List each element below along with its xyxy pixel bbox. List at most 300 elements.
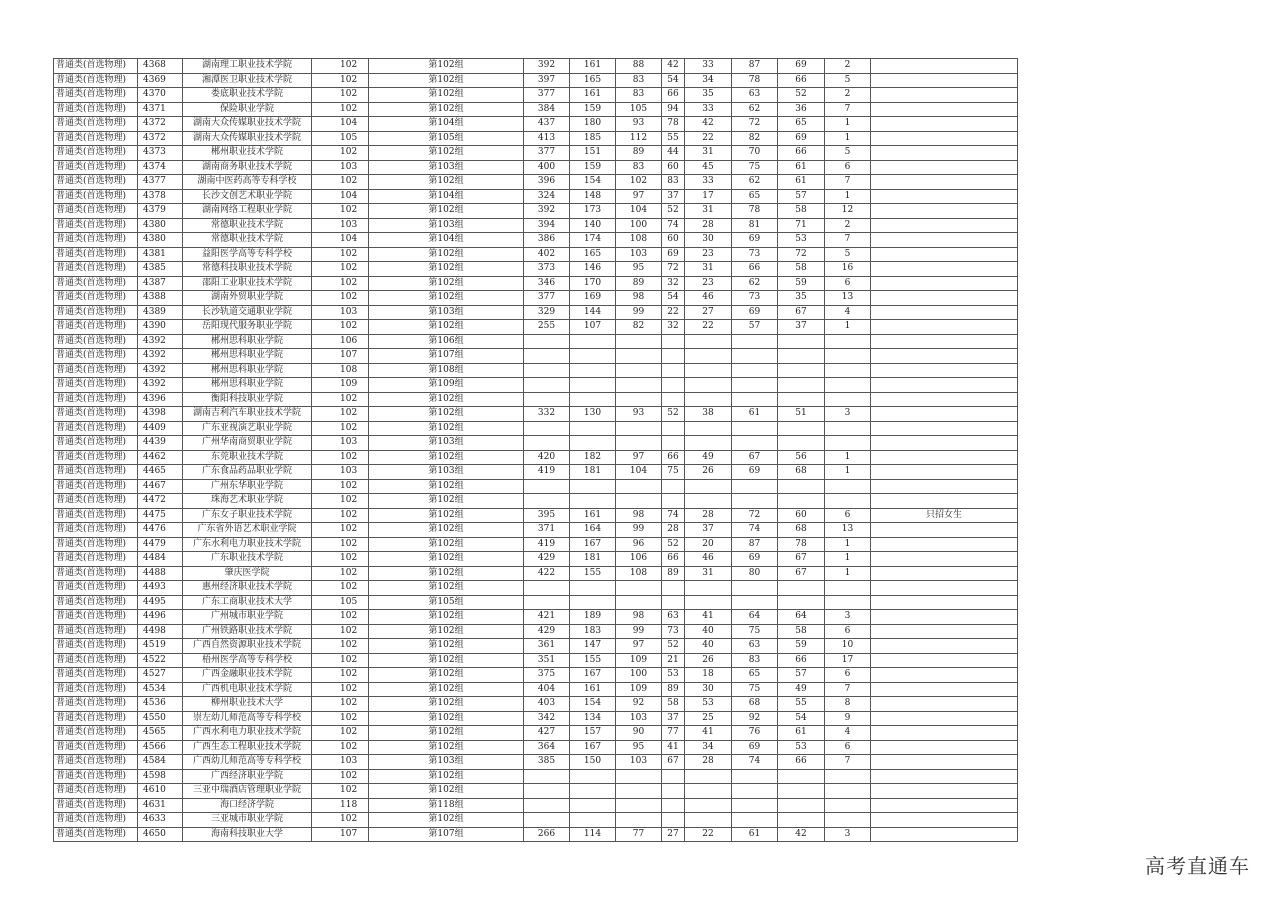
group-code-cell: 102 <box>312 479 369 494</box>
score-a-cell: 154 <box>570 697 616 712</box>
group-code-cell: 108 <box>312 363 369 378</box>
category-cell: 普通类(首选物理) <box>54 175 138 190</box>
group-name-cell: 第102组 <box>369 813 524 828</box>
score-a-cell <box>570 494 616 509</box>
table-row <box>54 131 1018 146</box>
group-name-cell: 第102组 <box>369 102 524 117</box>
score-d-cell <box>685 581 732 596</box>
total-score-cell: 429 <box>524 624 570 639</box>
score-c-cell: 66 <box>662 450 685 465</box>
score-c-cell: 21 <box>662 653 685 668</box>
score-d-cell <box>685 494 732 509</box>
remark-cell <box>871 131 1018 146</box>
table-row <box>54 726 1018 741</box>
score-a-cell <box>570 581 616 596</box>
group-name-cell: 第102组 <box>369 711 524 726</box>
score-a-cell <box>570 813 616 828</box>
score-d-cell: 31 <box>685 146 732 161</box>
score-c-cell <box>662 421 685 436</box>
score-f-cell: 67 <box>778 566 825 581</box>
count-cell: 6 <box>825 624 871 639</box>
score-c-cell: 94 <box>662 102 685 117</box>
category-cell: 普通类(首选物理) <box>54 146 138 161</box>
score-b-cell <box>616 581 662 596</box>
score-f-cell <box>778 784 825 799</box>
score-c-cell: 41 <box>662 740 685 755</box>
school-name-cell: 广西金融职业技术学院 <box>183 668 312 683</box>
count-cell: 9 <box>825 711 871 726</box>
category-cell: 普通类(首选物理) <box>54 450 138 465</box>
remark-cell <box>871 305 1018 320</box>
school-code-cell: 4380 <box>138 218 183 233</box>
school-name-cell: 郴州职业技术学院 <box>183 146 312 161</box>
score-a-cell: 107 <box>570 320 616 335</box>
group-code-cell: 109 <box>312 378 369 393</box>
score-e-cell: 72 <box>732 508 778 523</box>
score-f-cell: 36 <box>778 102 825 117</box>
count-cell: 7 <box>825 233 871 248</box>
remark-cell <box>871 726 1018 741</box>
score-c-cell <box>662 581 685 596</box>
remark-cell <box>871 697 1018 712</box>
school-name-cell: 湖南商务职业技术学院 <box>183 160 312 175</box>
score-e-cell: 62 <box>732 175 778 190</box>
group-code-cell: 106 <box>312 334 369 349</box>
score-b-cell <box>616 769 662 784</box>
score-f-cell: 66 <box>778 755 825 770</box>
school-name-cell: 长沙文创艺术职业学院 <box>183 189 312 204</box>
count-cell: 4 <box>825 726 871 741</box>
count-cell <box>825 494 871 509</box>
category-cell: 普通类(首选物理) <box>54 204 138 219</box>
table-row <box>54 160 1018 175</box>
group-code-cell: 102 <box>312 407 369 422</box>
group-name-cell: 第102组 <box>369 624 524 639</box>
school-code-cell: 4378 <box>138 189 183 204</box>
group-name-cell: 第102组 <box>369 247 524 262</box>
score-b-cell: 99 <box>616 624 662 639</box>
school-name-cell: 广东工商职业技术大学 <box>183 595 312 610</box>
score-a-cell: 161 <box>570 682 616 697</box>
school-name-cell: 湖南网络工程职业学院 <box>183 204 312 219</box>
score-a-cell <box>570 421 616 436</box>
total-score-cell: 392 <box>524 204 570 219</box>
table-row <box>54 349 1018 364</box>
total-score-cell: 420 <box>524 450 570 465</box>
school-code-cell: 4472 <box>138 494 183 509</box>
category-cell: 普通类(首选物理) <box>54 392 138 407</box>
group-code-cell: 104 <box>312 189 369 204</box>
score-d-cell: 30 <box>685 682 732 697</box>
school-name-cell: 广东职业技术学院 <box>183 552 312 567</box>
score-a-cell <box>570 769 616 784</box>
score-b-cell <box>616 349 662 364</box>
group-code-cell: 102 <box>312 552 369 567</box>
score-d-cell <box>685 378 732 393</box>
group-name-cell: 第102组 <box>369 566 524 581</box>
table-row <box>54 320 1018 335</box>
table-row <box>54 204 1018 219</box>
score-d-cell <box>685 349 732 364</box>
total-score-cell: 395 <box>524 508 570 523</box>
score-c-cell <box>662 349 685 364</box>
remark-cell <box>871 682 1018 697</box>
score-c-cell: 66 <box>662 88 685 103</box>
score-b-cell <box>616 784 662 799</box>
count-cell: 1 <box>825 552 871 567</box>
score-a-cell: 167 <box>570 740 616 755</box>
score-d-cell: 17 <box>685 189 732 204</box>
school-name-cell: 湖南大众传媒职业技术学院 <box>183 117 312 132</box>
table-row <box>54 233 1018 248</box>
school-name-cell: 广西水利电力职业技术学院 <box>183 726 312 741</box>
category-cell: 普通类(首选物理) <box>54 233 138 248</box>
score-f-cell: 56 <box>778 450 825 465</box>
score-d-cell: 42 <box>685 117 732 132</box>
school-name-cell: 海南科技职业大学 <box>183 827 312 842</box>
score-c-cell: 32 <box>662 320 685 335</box>
score-f-cell <box>778 363 825 378</box>
table-row <box>54 639 1018 654</box>
category-cell: 普通类(首选物理) <box>54 581 138 596</box>
total-score-cell <box>524 378 570 393</box>
score-d-cell <box>685 813 732 828</box>
count-cell: 1 <box>825 537 871 552</box>
table-row <box>54 334 1018 349</box>
school-name-cell: 广东亚视演艺职业学院 <box>183 421 312 436</box>
score-b-cell: 97 <box>616 639 662 654</box>
score-b-cell: 83 <box>616 160 662 175</box>
group-code-cell: 102 <box>312 813 369 828</box>
score-a-cell: 165 <box>570 247 616 262</box>
count-cell: 17 <box>825 653 871 668</box>
score-e-cell <box>732 494 778 509</box>
group-code-cell: 102 <box>312 682 369 697</box>
score-c-cell: 54 <box>662 291 685 306</box>
score-f-cell: 42 <box>778 827 825 842</box>
total-score-cell: 329 <box>524 305 570 320</box>
count-cell: 3 <box>825 610 871 625</box>
score-c-cell: 52 <box>662 204 685 219</box>
score-a-cell: 146 <box>570 262 616 277</box>
score-c-cell: 42 <box>662 59 685 74</box>
remark-cell <box>871 668 1018 683</box>
school-code-cell: 4465 <box>138 465 183 480</box>
remark-cell <box>871 233 1018 248</box>
score-a-cell: 161 <box>570 508 616 523</box>
score-a-cell: 165 <box>570 73 616 88</box>
score-c-cell: 37 <box>662 189 685 204</box>
table-row <box>54 305 1018 320</box>
score-c-cell: 74 <box>662 508 685 523</box>
score-d-cell: 38 <box>685 407 732 422</box>
group-code-cell: 102 <box>312 73 369 88</box>
score-a-cell: 144 <box>570 305 616 320</box>
score-f-cell: 61 <box>778 726 825 741</box>
score-f-cell: 51 <box>778 407 825 422</box>
school-code-cell: 4536 <box>138 697 183 712</box>
total-score-cell <box>524 784 570 799</box>
score-c-cell: 37 <box>662 711 685 726</box>
score-d-cell: 28 <box>685 218 732 233</box>
table-row <box>54 59 1018 74</box>
total-score-cell: 404 <box>524 682 570 697</box>
count-cell: 7 <box>825 755 871 770</box>
group-code-cell: 102 <box>312 102 369 117</box>
school-code-cell: 4498 <box>138 624 183 639</box>
remark-cell <box>871 595 1018 610</box>
total-score-cell <box>524 363 570 378</box>
table-row <box>54 798 1018 813</box>
score-e-cell: 92 <box>732 711 778 726</box>
score-f-cell <box>778 581 825 596</box>
score-b-cell: 97 <box>616 450 662 465</box>
score-d-cell <box>685 595 732 610</box>
table-row <box>54 450 1018 465</box>
score-b-cell: 93 <box>616 407 662 422</box>
category-cell: 普通类(首选物理) <box>54 305 138 320</box>
score-a-cell: 157 <box>570 726 616 741</box>
score-e-cell <box>732 334 778 349</box>
score-b-cell: 103 <box>616 755 662 770</box>
school-code-cell: 4371 <box>138 102 183 117</box>
score-f-cell: 66 <box>778 146 825 161</box>
total-score-cell: 427 <box>524 726 570 741</box>
count-cell <box>825 349 871 364</box>
remark-cell <box>871 320 1018 335</box>
category-cell: 普通类(首选物理) <box>54 755 138 770</box>
group-name-cell: 第102组 <box>369 581 524 596</box>
school-name-cell: 娄底职业技术学院 <box>183 88 312 103</box>
group-name-cell: 第107组 <box>369 827 524 842</box>
school-name-cell: 广西机电职业技术学院 <box>183 682 312 697</box>
score-d-cell: 28 <box>685 508 732 523</box>
category-cell: 普通类(首选物理) <box>54 421 138 436</box>
school-code-cell: 4398 <box>138 407 183 422</box>
count-cell: 6 <box>825 508 871 523</box>
score-d-cell: 23 <box>685 247 732 262</box>
school-code-cell: 4373 <box>138 146 183 161</box>
total-score-cell <box>524 494 570 509</box>
count-cell <box>825 813 871 828</box>
category-cell: 普通类(首选物理) <box>54 813 138 828</box>
count-cell: 1 <box>825 131 871 146</box>
category-cell: 普通类(首选物理) <box>54 537 138 552</box>
score-b-cell: 98 <box>616 508 662 523</box>
school-name-cell: 广西经济职业学院 <box>183 769 312 784</box>
score-f-cell: 54 <box>778 711 825 726</box>
count-cell: 7 <box>825 102 871 117</box>
score-c-cell: 75 <box>662 465 685 480</box>
score-c-cell: 77 <box>662 726 685 741</box>
score-a-cell: 148 <box>570 189 616 204</box>
group-code-cell: 107 <box>312 349 369 364</box>
score-c-cell: 63 <box>662 610 685 625</box>
score-e-cell: 62 <box>732 276 778 291</box>
score-e-cell <box>732 363 778 378</box>
table-row <box>54 595 1018 610</box>
table-row <box>54 146 1018 161</box>
group-code-cell: 104 <box>312 117 369 132</box>
group-name-cell: 第104组 <box>369 117 524 132</box>
group-name-cell: 第102组 <box>369 59 524 74</box>
group-name-cell: 第102组 <box>369 784 524 799</box>
score-b-cell: 88 <box>616 59 662 74</box>
school-code-cell: 4369 <box>138 73 183 88</box>
score-c-cell <box>662 798 685 813</box>
group-code-cell: 103 <box>312 465 369 480</box>
score-f-cell: 52 <box>778 88 825 103</box>
score-d-cell: 22 <box>685 827 732 842</box>
score-c-cell: 55 <box>662 131 685 146</box>
category-cell: 普通类(首选物理) <box>54 276 138 291</box>
count-cell: 1 <box>825 566 871 581</box>
group-name-cell: 第102组 <box>369 407 524 422</box>
watermark-logo: 高考直通车 <box>1145 854 1250 878</box>
score-e-cell: 62 <box>732 102 778 117</box>
score-c-cell: 89 <box>662 682 685 697</box>
score-d-cell <box>685 479 732 494</box>
group-name-cell: 第103组 <box>369 160 524 175</box>
school-code-cell: 4522 <box>138 653 183 668</box>
score-c-cell <box>662 436 685 451</box>
score-d-cell <box>685 769 732 784</box>
table-row <box>54 508 1018 523</box>
group-code-cell: 102 <box>312 610 369 625</box>
total-score-cell <box>524 349 570 364</box>
remark-cell <box>871 175 1018 190</box>
group-name-cell: 第102组 <box>369 537 524 552</box>
remark-cell <box>871 146 1018 161</box>
school-code-cell: 4565 <box>138 726 183 741</box>
score-e-cell <box>732 813 778 828</box>
score-d-cell: 28 <box>685 755 732 770</box>
score-b-cell: 90 <box>616 726 662 741</box>
count-cell <box>825 363 871 378</box>
score-a-cell: 164 <box>570 523 616 538</box>
score-f-cell: 57 <box>778 189 825 204</box>
count-cell: 4 <box>825 305 871 320</box>
score-d-cell: 18 <box>685 668 732 683</box>
score-f-cell <box>778 436 825 451</box>
remark-cell <box>871 421 1018 436</box>
table-row <box>54 769 1018 784</box>
score-e-cell <box>732 784 778 799</box>
group-code-cell: 102 <box>312 537 369 552</box>
count-cell <box>825 479 871 494</box>
score-b-cell: 96 <box>616 537 662 552</box>
score-b-cell: 112 <box>616 131 662 146</box>
score-d-cell: 46 <box>685 552 732 567</box>
score-e-cell: 75 <box>732 160 778 175</box>
score-a-cell: 155 <box>570 653 616 668</box>
school-code-cell: 4409 <box>138 421 183 436</box>
category-cell: 普通类(首选物理) <box>54 102 138 117</box>
score-e-cell: 78 <box>732 73 778 88</box>
score-e-cell: 80 <box>732 566 778 581</box>
score-e-cell: 76 <box>732 726 778 741</box>
table-row <box>54 291 1018 306</box>
group-name-cell: 第105组 <box>369 131 524 146</box>
score-d-cell: 35 <box>685 88 732 103</box>
score-f-cell: 59 <box>778 639 825 654</box>
group-name-cell: 第102组 <box>369 175 524 190</box>
group-code-cell: 102 <box>312 639 369 654</box>
group-code-cell: 102 <box>312 566 369 581</box>
table-row <box>54 784 1018 799</box>
remark-cell <box>871 537 1018 552</box>
score-c-cell: 67 <box>662 755 685 770</box>
total-score-cell: 377 <box>524 146 570 161</box>
category-cell: 普通类(首选物理) <box>54 363 138 378</box>
school-name-cell: 益阳医学高等专科学校 <box>183 247 312 262</box>
category-cell: 普通类(首选物理) <box>54 595 138 610</box>
school-code-cell: 4566 <box>138 740 183 755</box>
table-row <box>54 117 1018 132</box>
school-code-cell: 4392 <box>138 363 183 378</box>
score-e-cell: 74 <box>732 755 778 770</box>
school-name-cell: 广西幼儿师范高等专科学校 <box>183 755 312 770</box>
score-f-cell: 72 <box>778 247 825 262</box>
school-code-cell: 4392 <box>138 334 183 349</box>
total-score-cell: 377 <box>524 88 570 103</box>
score-a-cell: 161 <box>570 88 616 103</box>
score-d-cell: 31 <box>685 566 732 581</box>
category-cell: 普通类(首选物理) <box>54 218 138 233</box>
score-c-cell: 78 <box>662 117 685 132</box>
school-name-cell: 长沙轨道交通职业学院 <box>183 305 312 320</box>
school-code-cell: 4389 <box>138 305 183 320</box>
score-d-cell: 23 <box>685 276 732 291</box>
school-name-cell: 广州铁路职业技术学院 <box>183 624 312 639</box>
group-code-cell: 103 <box>312 160 369 175</box>
score-b-cell: 83 <box>616 88 662 103</box>
school-code-cell: 4534 <box>138 682 183 697</box>
score-f-cell: 59 <box>778 276 825 291</box>
score-e-cell: 70 <box>732 146 778 161</box>
score-e-cell: 73 <box>732 247 778 262</box>
group-code-cell: 107 <box>312 827 369 842</box>
category-cell: 普通类(首选物理) <box>54 73 138 88</box>
remark-cell <box>871 566 1018 581</box>
group-code-cell: 102 <box>312 624 369 639</box>
score-c-cell: 44 <box>662 146 685 161</box>
score-f-cell: 37 <box>778 320 825 335</box>
group-name-cell: 第102组 <box>369 479 524 494</box>
score-e-cell: 75 <box>732 624 778 639</box>
remark-cell <box>871 784 1018 799</box>
category-cell: 普通类(首选物理) <box>54 320 138 335</box>
group-code-cell: 118 <box>312 798 369 813</box>
table-row <box>54 813 1018 828</box>
remark-cell <box>871 189 1018 204</box>
score-b-cell <box>616 813 662 828</box>
count-cell: 5 <box>825 146 871 161</box>
score-e-cell: 73 <box>732 291 778 306</box>
school-code-cell: 4385 <box>138 262 183 277</box>
score-e-cell <box>732 392 778 407</box>
score-c-cell: 52 <box>662 639 685 654</box>
score-e-cell: 68 <box>732 697 778 712</box>
group-name-cell: 第102组 <box>369 291 524 306</box>
category-cell: 普通类(首选物理) <box>54 798 138 813</box>
score-a-cell: 154 <box>570 175 616 190</box>
school-name-cell: 广州华南商贸职业学院 <box>183 436 312 451</box>
category-cell: 普通类(首选物理) <box>54 334 138 349</box>
score-e-cell: 69 <box>732 465 778 480</box>
total-score-cell: 402 <box>524 247 570 262</box>
table-row <box>54 610 1018 625</box>
